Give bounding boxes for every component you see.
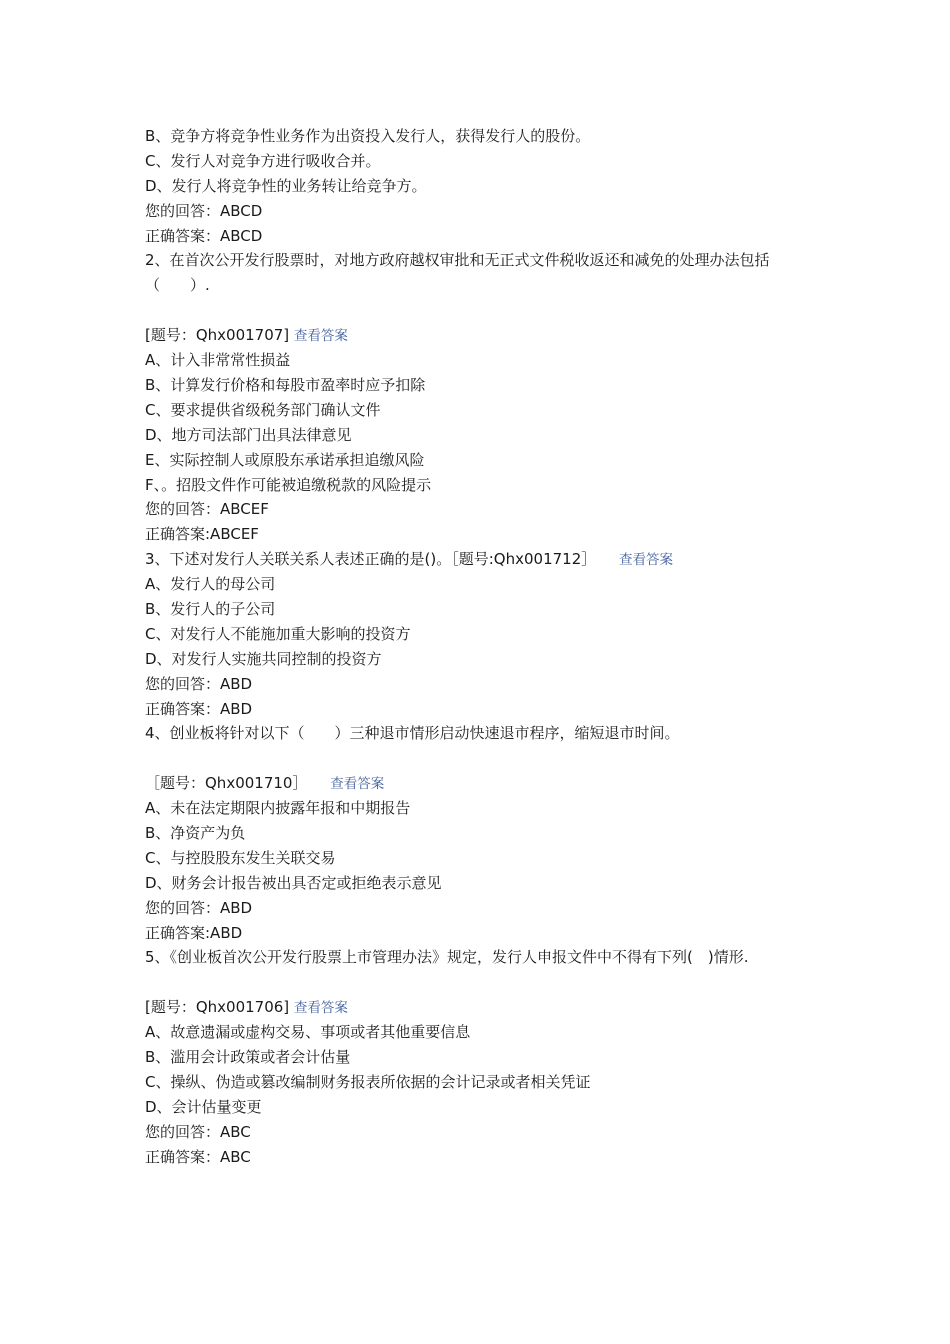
- option-a: A、故意遗漏或虚构交易、事项或者其他重要信息: [145, 1023, 471, 1042]
- option-b: B、滥用会计政策或者会计估量: [145, 1048, 351, 1066]
- view-answer-link[interactable]: 查看答案: [330, 776, 385, 793]
- option-c: C、发行人对竞争方进行吸收合并。: [145, 151, 381, 170]
- option-c: C、要求提供省级税务部门确认文件: [145, 400, 381, 419]
- view-answer-link[interactable]: 查看答案: [293, 1000, 348, 1017]
- your-answer: 您的回答：ABD: [145, 674, 253, 693]
- option-b: B、计算发行价格和每股市盈率时应予扣除: [145, 375, 426, 394]
- question-4: [145, 721, 805, 945]
- option-a: A、计入非常常性损益: [145, 351, 291, 370]
- question-tag-row: [145, 995, 805, 1020]
- option-f: F、。招股文件作可能被追缴税款的风险提示: [145, 475, 432, 494]
- option-c: C、对发行人不能施加重大影响的投资方: [145, 624, 411, 643]
- question-stem: 3、下述对发行人关联关系人表述正确的是()。［题号:Qhx001712］: [145, 550, 597, 569]
- document-page: [145, 124, 805, 1169]
- question-2: [145, 248, 805, 547]
- question-id: ［题号：Qhx001710］: [145, 774, 308, 793]
- your-answer: 您的回答：ABCD: [145, 201, 263, 220]
- question-tag-row: [145, 323, 805, 348]
- correct-answer: 正确答案：ABCD: [145, 226, 263, 245]
- option-d: D、地方司法部门出具法律意见: [145, 425, 352, 444]
- option-c: C、操纵、伪造或篡改编制财务报表所依据的会计记录或者相关凭证: [145, 1072, 591, 1091]
- option-d: D、财务会计报告被出具否定或拒绝表示意见: [145, 873, 442, 892]
- option-d: D、会计估量变更: [145, 1097, 262, 1116]
- question-tag-row: [145, 771, 805, 796]
- question-stem: 2、在首次公开发行股票时，对地方政府越权审批和无正式文件税收返还和减免的处理办法包括（ ）.: [145, 251, 770, 295]
- question-1: [145, 124, 805, 248]
- question-stem: 4、创业板将针对以下（ ）三种退市情形启动快速退市程序，缩短退市时间。: [145, 724, 680, 743]
- correct-answer: 正确答案：ABD: [145, 699, 253, 718]
- correct-answer: 正确答案:ABCEF: [145, 525, 259, 544]
- question-stem: 5、《创业板首次公开发行股票上市管理办法》规定，发行人申报文件中不得有下列( )情形.: [145, 948, 749, 967]
- question-id: [题号：Qhx001706]: [145, 998, 290, 1017]
- option-d: D、对发行人实施共同控制的投资方: [145, 649, 382, 668]
- option-b: B、净资产为负: [145, 823, 246, 842]
- option-d: D、发行人将竞争性的业务转让给竞争方。: [145, 176, 427, 195]
- your-answer: 您的回答：ABD: [145, 898, 253, 917]
- question-id: [题号：Qhx001707]: [145, 326, 290, 345]
- question-3: [145, 547, 805, 721]
- option-c: C、与控股股东发生关联交易: [145, 848, 336, 867]
- option-b: B、竞争方将竞争性业务作为出资投入发行人，获得发行人的股份。: [145, 127, 591, 145]
- your-answer: 您的回答：ABCEF: [145, 500, 269, 519]
- question-5: [145, 945, 805, 1169]
- option-a: A、未在法定期限内披露年报和中期报告: [145, 799, 411, 818]
- correct-answer: 正确答案:ABD: [145, 923, 243, 942]
- option-b: B、发行人的子公司: [145, 599, 276, 618]
- view-answer-link[interactable]: 查看答案: [293, 328, 348, 345]
- question-stem-row: [145, 547, 805, 572]
- view-answer-link[interactable]: 查看答案: [619, 552, 674, 569]
- your-answer: 您的回答：ABC: [145, 1122, 251, 1141]
- correct-answer: 正确答案：ABC: [145, 1147, 251, 1166]
- option-e: E、实际控制人或原股东承诺承担追缴风险: [145, 450, 425, 469]
- option-a: A、发行人的母公司: [145, 575, 276, 594]
